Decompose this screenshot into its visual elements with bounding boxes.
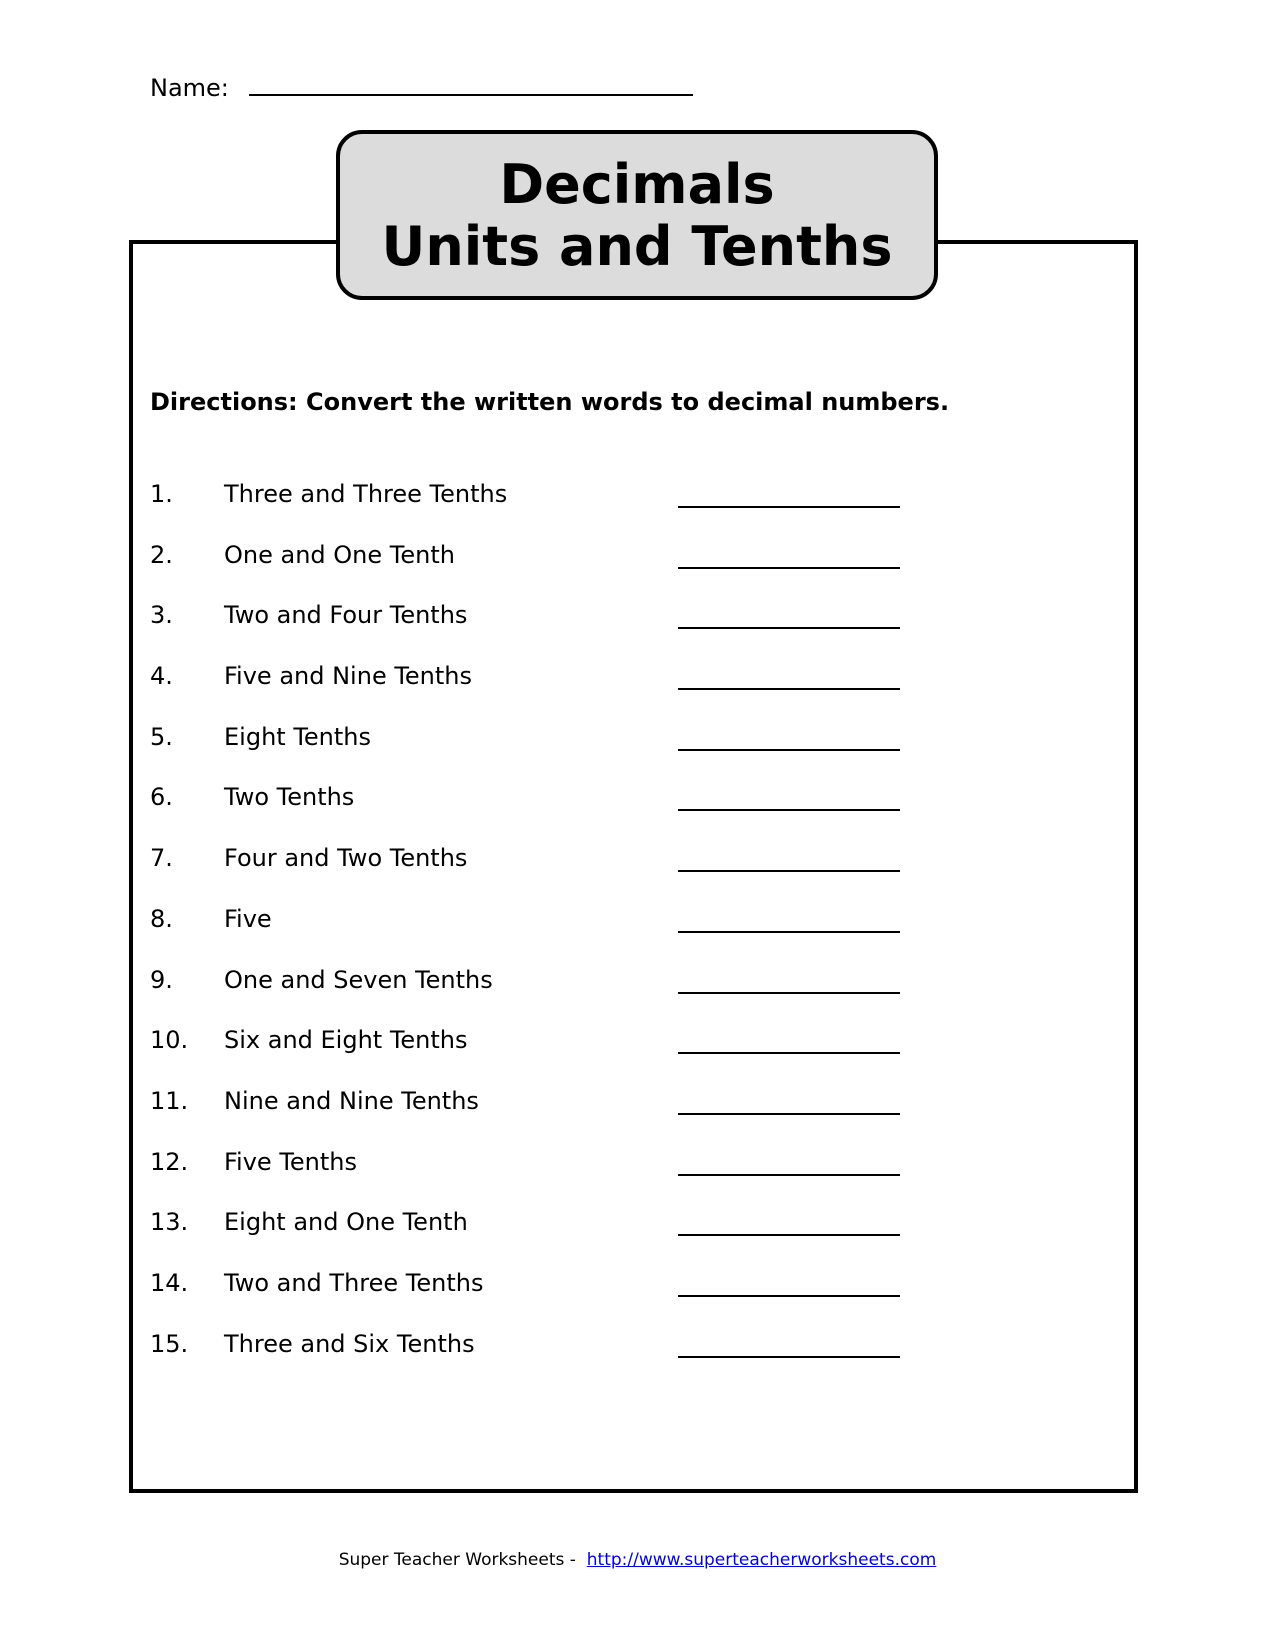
answer-blank[interactable] xyxy=(678,749,900,751)
question-number: 9. xyxy=(150,965,173,994)
question-number: 1. xyxy=(150,480,173,508)
question-item xyxy=(150,601,910,662)
answer-blank[interactable] xyxy=(678,567,900,569)
title-box xyxy=(336,130,938,300)
footer-brand: Super Teacher Worksheets xyxy=(338,1550,565,1570)
question-text: Nine and Nine Tenths xyxy=(224,1086,479,1115)
answer-blank[interactable] xyxy=(678,931,900,933)
answer-blank[interactable] xyxy=(678,1113,900,1115)
name-blank-line[interactable] xyxy=(249,74,693,96)
answer-blank[interactable] xyxy=(678,1174,900,1176)
answer-blank[interactable] xyxy=(678,1295,900,1297)
question-text: Three and Six Tenths xyxy=(224,1329,475,1358)
question-text: One and Seven Tenths xyxy=(224,965,493,994)
footer xyxy=(0,1550,1275,1570)
question-number: 5. xyxy=(150,722,173,751)
name-label: Name: xyxy=(150,74,229,102)
question-text: Four and Two Tenths xyxy=(224,844,468,873)
question-number: 10. xyxy=(150,1026,189,1055)
question-number: 15. xyxy=(150,1329,189,1358)
question-item xyxy=(150,783,910,844)
question-text: Eight Tenths xyxy=(224,722,371,751)
question-item xyxy=(150,1330,910,1391)
directions-text: Directions: Convert the written words to decimal numbers. xyxy=(150,388,950,416)
question-text: Five Tenths xyxy=(224,1147,358,1176)
question-number: 7. xyxy=(150,844,173,873)
question-number: 13. xyxy=(150,1208,189,1237)
answer-blank[interactable] xyxy=(678,870,900,872)
answer-blank[interactable] xyxy=(678,992,900,994)
question-text: Five xyxy=(224,904,272,933)
answer-blank[interactable] xyxy=(678,1234,900,1236)
question-item xyxy=(150,966,910,1027)
question-item xyxy=(150,1148,910,1209)
answer-blank[interactable] xyxy=(678,1052,900,1054)
name-field-row xyxy=(150,74,693,102)
question-item xyxy=(150,662,910,723)
question-text: Two and Four Tenths xyxy=(224,601,468,630)
question-number: 6. xyxy=(150,783,173,812)
question-number: 2. xyxy=(150,540,173,569)
question-text: Five and Nine Tenths xyxy=(224,662,473,691)
question-text: Three and Three Tenths xyxy=(224,480,508,508)
question-item xyxy=(150,1208,910,1269)
question-item xyxy=(150,905,910,966)
question-item xyxy=(150,541,910,602)
answer-blank[interactable] xyxy=(678,688,900,690)
page-subtitle: Units and Tenths xyxy=(381,215,893,278)
footer-link[interactable]: http://www.superteacherworksheets.com xyxy=(586,1550,937,1570)
question-list xyxy=(150,480,910,1390)
question-item xyxy=(150,723,910,784)
answer-blank[interactable] xyxy=(678,809,900,811)
answer-blank[interactable] xyxy=(678,627,900,629)
footer-separator: - xyxy=(564,1550,582,1570)
question-text: Two and Three Tenths xyxy=(224,1268,484,1297)
question-text: Eight and One Tenth xyxy=(224,1208,468,1237)
question-number: 12. xyxy=(150,1147,189,1176)
question-item xyxy=(150,844,910,905)
question-item xyxy=(150,480,910,541)
question-number: 14. xyxy=(150,1268,189,1297)
answer-blank[interactable] xyxy=(678,1356,900,1358)
page-title: Decimals xyxy=(499,153,775,216)
question-item xyxy=(150,1087,910,1148)
question-number: 11. xyxy=(150,1086,189,1115)
question-text: Six and Eight Tenths xyxy=(224,1026,468,1055)
question-number: 4. xyxy=(150,662,173,691)
question-number: 3. xyxy=(150,601,173,630)
question-item xyxy=(150,1269,910,1330)
question-text: One and One Tenth xyxy=(224,540,455,569)
question-item xyxy=(150,1026,910,1087)
question-number: 8. xyxy=(150,904,173,933)
answer-blank[interactable] xyxy=(678,506,900,508)
question-text: Two Tenths xyxy=(224,783,355,812)
